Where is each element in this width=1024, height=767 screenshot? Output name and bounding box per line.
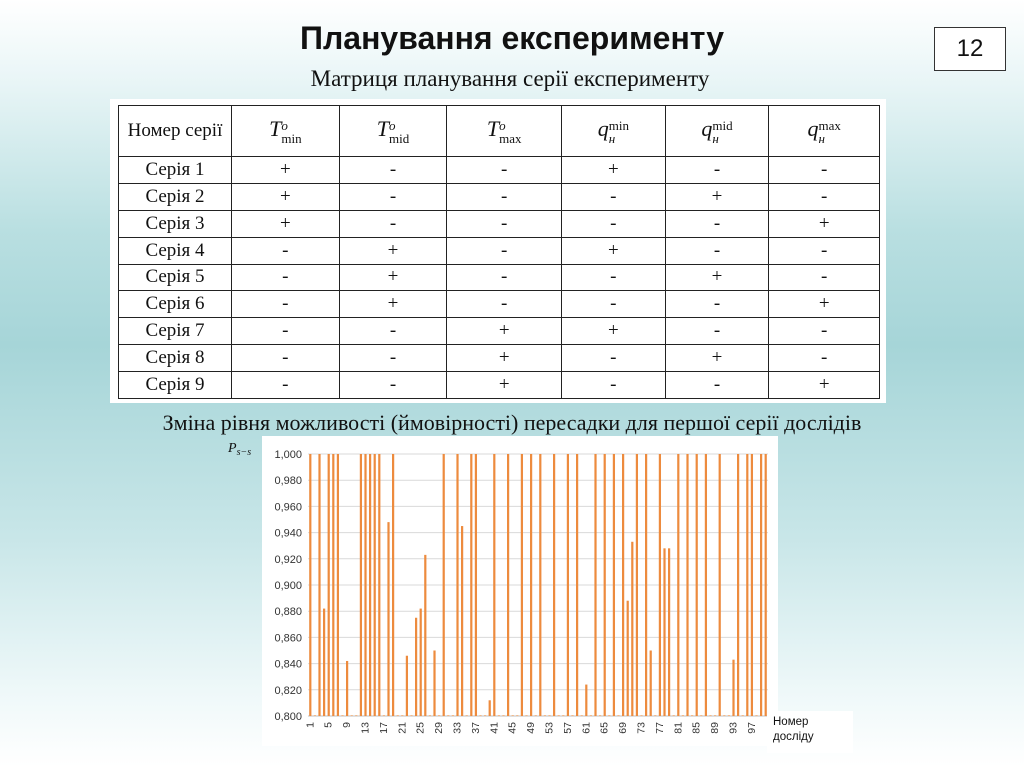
matrix-cell: - (339, 345, 447, 372)
matrix-cell: - (339, 183, 447, 210)
bar (604, 454, 606, 716)
x-tick-label: 57 (561, 722, 574, 734)
planning-matrix-panel (110, 99, 886, 403)
table-row (119, 237, 880, 264)
bar (452, 715, 454, 716)
matrix-cell: - (562, 264, 666, 291)
bar (415, 618, 417, 716)
bar (696, 454, 698, 716)
bar (723, 715, 725, 716)
bar (571, 715, 573, 716)
bar (512, 715, 514, 716)
bar (429, 715, 431, 716)
x-tick-label: 13 (359, 722, 372, 734)
matrix-cell: - (232, 237, 340, 264)
x-tick-label: 53 (543, 722, 556, 734)
header-symbol: T (486, 116, 500, 142)
x-tick-label: 9 (341, 722, 354, 728)
matrix-cell: + (447, 318, 562, 345)
bar (686, 454, 688, 716)
series-label: Серія 3 (119, 210, 232, 237)
y-axis-title-sub: s−s (236, 447, 252, 458)
header-superscript: mid (712, 117, 733, 133)
matrix-cell: + (562, 318, 666, 345)
matrix-cell: - (769, 318, 880, 345)
matrix-cell: + (447, 372, 562, 399)
y-tick-label: 0,820 (274, 684, 302, 697)
header-factor-5 (665, 106, 769, 157)
header-superscript: max (818, 117, 841, 133)
matrix-cell: - (665, 210, 769, 237)
matrix-cell: - (339, 210, 447, 237)
bar (346, 661, 348, 716)
header-symbol: q (807, 116, 819, 142)
x-tick-label: 1 (304, 722, 317, 728)
matrix-cell: - (665, 372, 769, 399)
table-row (119, 345, 880, 372)
bar (613, 454, 615, 716)
table-row (119, 210, 880, 237)
header-subscript: н (608, 130, 616, 146)
bar (521, 454, 523, 716)
header-factor-3 (447, 106, 562, 157)
y-tick-label: 0,920 (274, 553, 302, 566)
bar (751, 454, 753, 716)
bar (360, 454, 362, 716)
bar (636, 454, 638, 716)
bar (682, 715, 684, 716)
x-tick-label: 49 (525, 722, 538, 734)
x-tick-label: 37 (469, 722, 482, 734)
planning-matrix-table (118, 105, 880, 399)
matrix-cell: + (665, 264, 769, 291)
bar (378, 454, 380, 716)
header-symbol: q (597, 116, 609, 142)
bar (498, 715, 500, 716)
bar (548, 715, 550, 716)
bar (351, 715, 353, 716)
bar (420, 609, 422, 716)
x-tick-label: 65 (598, 722, 611, 734)
matrix-cell: + (562, 157, 666, 184)
matrix-cell: - (339, 318, 447, 345)
matrix-cell: - (232, 372, 340, 399)
matrix-cell: + (232, 210, 340, 237)
bar (585, 685, 587, 716)
matrix-cell: + (665, 345, 769, 372)
page-number: 12 (934, 27, 1006, 71)
header-factor-4 (562, 106, 666, 157)
y-tick-label: 0,960 (274, 501, 302, 514)
bar (705, 454, 707, 716)
bar (746, 454, 748, 716)
bar (484, 715, 486, 716)
header-series-number: Номер серії (119, 106, 232, 157)
bar (765, 454, 767, 716)
x-tick-label: 69 (617, 722, 630, 734)
header-symbol: q (701, 116, 713, 142)
header-superscript: o (499, 117, 506, 133)
bar (387, 522, 389, 716)
bar (659, 454, 661, 716)
bar (364, 454, 366, 716)
x-tick-label: 85 (690, 722, 703, 734)
bar (337, 454, 339, 716)
matrix-cell: - (562, 291, 666, 318)
header-superscript: min (608, 117, 629, 133)
bar (617, 715, 619, 716)
bar (507, 454, 509, 716)
matrix-cell: - (447, 264, 562, 291)
matrix-cell: - (232, 345, 340, 372)
bar (341, 715, 343, 716)
bar (691, 715, 693, 716)
matrix-cell: + (447, 345, 562, 372)
bar (576, 454, 578, 716)
bar (328, 454, 330, 716)
bar (433, 651, 435, 717)
matrix-cell: - (447, 210, 562, 237)
bar (755, 715, 757, 716)
matrix-cell: - (447, 237, 562, 264)
bar (539, 454, 541, 716)
matrix-cell: + (562, 237, 666, 264)
matrix-cell: - (769, 157, 880, 184)
series-label: Серія 8 (119, 345, 232, 372)
header-factor-2 (339, 106, 447, 157)
y-tick-label: 0,880 (274, 606, 302, 619)
y-tick-label: 0,840 (274, 658, 302, 671)
matrix-cell: + (665, 183, 769, 210)
bar (374, 454, 376, 716)
matrix-cell: - (769, 183, 880, 210)
matrix-cell: - (562, 210, 666, 237)
bar (309, 454, 311, 716)
table-body (119, 157, 880, 399)
matrix-cell: - (232, 264, 340, 291)
matrix-cell: + (339, 237, 447, 264)
bar (581, 715, 583, 716)
bar (410, 715, 412, 716)
bar (502, 715, 504, 716)
bar (401, 715, 403, 716)
x-tick-label: 33 (451, 722, 464, 734)
chart-caption: Зміна рівня можливості (ймовірності) пересадки для першої серії дослідів (162, 410, 862, 435)
x-axis-title: Номер досліду (767, 711, 853, 753)
bar (673, 715, 675, 716)
header-subscript: mid (389, 130, 410, 146)
y-tick-label: 0,900 (274, 580, 302, 592)
x-tick-label: 93 (727, 722, 740, 734)
header-factor-1 (232, 106, 340, 157)
bar (355, 715, 357, 716)
bar (392, 454, 394, 716)
bar (562, 715, 564, 716)
series-label: Серія 9 (119, 372, 232, 399)
table-row (119, 157, 880, 184)
bar (622, 454, 624, 716)
table-row (119, 291, 880, 318)
bar (470, 454, 472, 716)
probability-bar-chart (262, 436, 778, 746)
matrix-cell: + (769, 372, 880, 399)
chart-background (262, 436, 778, 746)
table-header-row (119, 106, 880, 157)
y-tick-label: 0,980 (274, 475, 302, 488)
x-tick-label: 89 (709, 722, 722, 734)
matrix-cell: - (665, 291, 769, 318)
matrix-cell: - (769, 264, 880, 291)
y-tick-label: 0,940 (274, 527, 302, 540)
bar (650, 651, 652, 717)
matrix-cell: + (769, 291, 880, 318)
matrix-cell: + (232, 183, 340, 210)
header-subscript: min (281, 130, 302, 146)
bar (760, 454, 762, 716)
matrix-cell: - (665, 237, 769, 264)
matrix-cell: - (769, 237, 880, 264)
bar (318, 454, 320, 716)
bar (714, 715, 716, 716)
bar (535, 715, 537, 716)
y-tick-label: 0,860 (274, 632, 302, 645)
series-label: Серія 5 (119, 264, 232, 291)
matrix-cell: - (665, 157, 769, 184)
bar (737, 454, 739, 716)
bar (668, 548, 670, 716)
series-label: Серія 4 (119, 237, 232, 264)
bar (456, 454, 458, 716)
y-axis-title-main: P (228, 441, 237, 456)
x-tick-label: 81 (672, 722, 685, 734)
bar (475, 454, 477, 716)
x-tick-label: 41 (488, 722, 501, 734)
bar (608, 715, 610, 716)
x-tick-label: 25 (414, 722, 427, 734)
bar (594, 454, 596, 716)
bar (493, 454, 495, 716)
table-caption: Матриця планування серії експерименту (310, 66, 710, 91)
bar (700, 715, 702, 716)
matrix-cell: - (562, 372, 666, 399)
matrix-cell: - (447, 291, 562, 318)
bar (530, 454, 532, 716)
y-tick-label: 1,000 (274, 449, 302, 461)
matrix-cell: + (339, 264, 447, 291)
bar (332, 454, 334, 716)
bar (663, 548, 665, 716)
x-tick-label: 61 (580, 722, 593, 734)
slide-title: Планування експерименту (299, 20, 725, 56)
bar (732, 660, 734, 716)
matrix-cell: + (232, 157, 340, 184)
bar (479, 715, 481, 716)
bar (640, 715, 642, 716)
bar (558, 715, 560, 716)
matrix-cell: - (769, 345, 880, 372)
matrix-cell: - (339, 372, 447, 399)
bar (631, 542, 633, 716)
header-subscript: н (712, 130, 719, 146)
bar (438, 715, 440, 716)
bar (567, 454, 569, 716)
bar (516, 715, 518, 716)
header-symbol: T (269, 116, 282, 142)
bar (544, 715, 546, 716)
matrix-cell: - (447, 157, 562, 184)
bar (443, 454, 445, 716)
bar (461, 526, 463, 716)
matrix-cell: + (769, 210, 880, 237)
bar (406, 656, 408, 716)
series-label: Серія 1 (119, 157, 232, 184)
bar (383, 715, 385, 716)
series-label: Серія 7 (119, 318, 232, 345)
matrix-cell: - (562, 345, 666, 372)
bar (645, 454, 647, 716)
x-tick-label: 21 (396, 722, 409, 734)
bar (677, 454, 679, 716)
header-subscript: н (818, 130, 825, 146)
bar (447, 715, 449, 716)
bar (654, 715, 656, 716)
bar (397, 715, 399, 716)
bar (728, 715, 730, 716)
bar (599, 715, 601, 716)
bar (719, 454, 721, 716)
y-axis-title (228, 441, 251, 458)
matrix-cell: - (339, 157, 447, 184)
header-subscript: max (499, 130, 522, 146)
header-superscript: o (389, 117, 396, 133)
table-row (119, 372, 880, 399)
x-tick-label: 45 (506, 722, 519, 734)
y-tick-label: 0,800 (274, 711, 302, 723)
bar (466, 715, 468, 716)
x-tick-label: 5 (322, 722, 335, 728)
bar (489, 700, 491, 716)
bar (525, 715, 527, 716)
matrix-cell: - (232, 291, 340, 318)
x-tick-label: 17 (377, 722, 390, 734)
header-superscript: o (281, 117, 288, 133)
bar (369, 454, 371, 716)
series-label: Серія 2 (119, 183, 232, 210)
table-row (119, 183, 880, 210)
bar (709, 715, 711, 716)
matrix-cell: - (562, 183, 666, 210)
table-row (119, 264, 880, 291)
bar (590, 715, 592, 716)
matrix-cell: - (447, 183, 562, 210)
matrix-cell: - (665, 318, 769, 345)
table-row (119, 318, 880, 345)
bar (314, 715, 316, 716)
matrix-cell: + (339, 291, 447, 318)
x-tick-label: 77 (653, 722, 666, 734)
x-tick-label: 29 (433, 722, 446, 734)
x-tick-label: 97 (745, 722, 758, 734)
bar (323, 609, 325, 716)
x-tick-label: 73 (635, 722, 648, 734)
bar (553, 454, 555, 716)
bar (742, 715, 744, 716)
header-symbol: T (376, 116, 390, 142)
series-label: Серія 6 (119, 291, 232, 318)
matrix-cell: - (232, 318, 340, 345)
bar (424, 555, 426, 716)
bar (627, 601, 629, 716)
header-factor-6 (769, 106, 880, 157)
